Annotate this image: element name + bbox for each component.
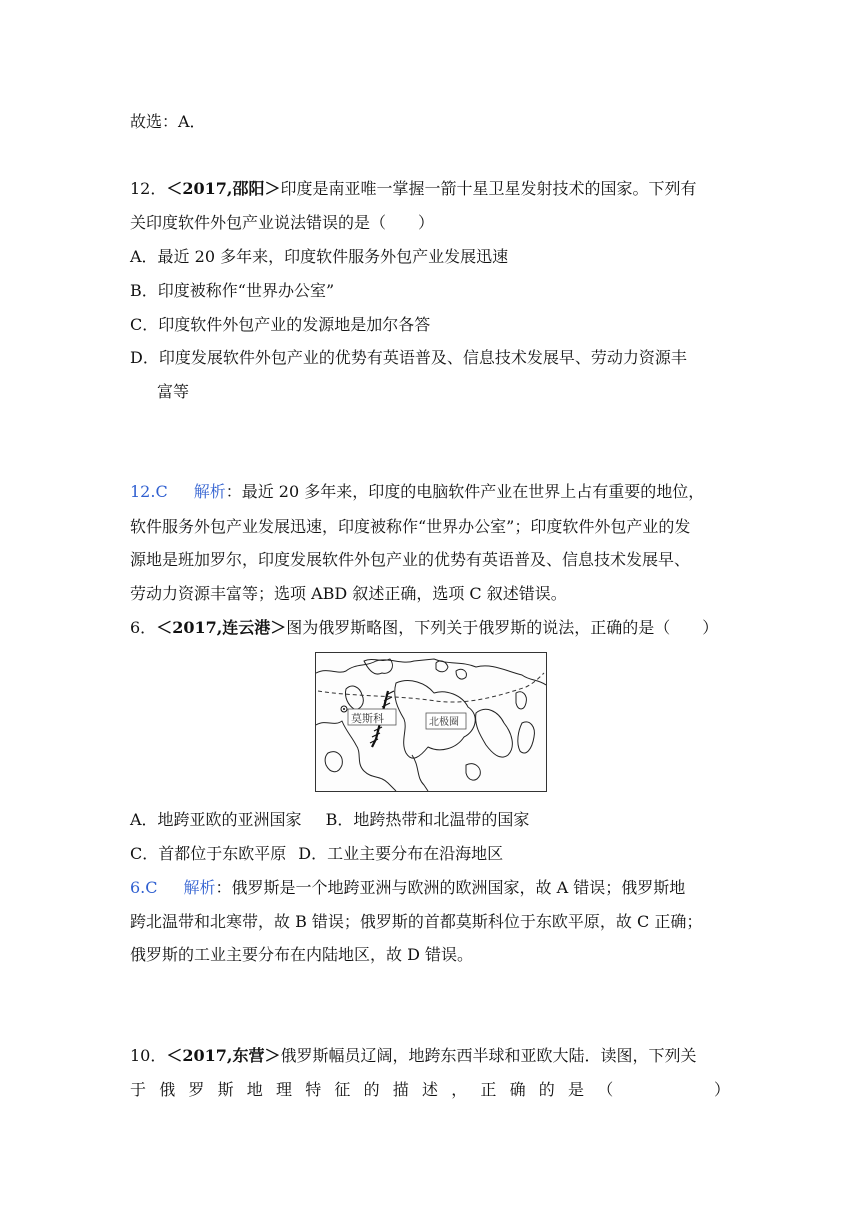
question-12-option-c: C．印度软件外包产业的发源地是加尔各答	[130, 315, 431, 334]
answer-6-line1	[130, 878, 685, 898]
question-number: 6．	[130, 618, 157, 637]
answer-key: 6.C	[130, 878, 158, 897]
analysis-text: ：俄罗斯是一个地跨亚洲与欧洲的欧洲国家，故 A 错误；俄罗斯地	[215, 878, 686, 897]
option-c: C．首都位于东欧平原	[130, 844, 287, 863]
question-source-tag: ＜2017,东营＞	[166, 1046, 281, 1065]
question-number: 12．	[130, 179, 167, 198]
arctic-circle-label: 北极圈	[429, 717, 459, 728]
question-source-tag: ＜2017,连云港＞	[156, 618, 287, 637]
question-10-stem-line2: 于俄罗斯地理特征的描述，正确的是（ ）	[130, 1080, 730, 1099]
question-6-options-ab	[130, 810, 529, 830]
answer-12-line1	[130, 482, 704, 502]
question-12-option-d-line2: 富等	[157, 382, 190, 401]
option-b: B．地跨热带和北温带的国家	[325, 810, 530, 829]
prev-answer-line: 故选：A．	[130, 112, 206, 131]
answer-12-line3: 源地是班加罗尔，印度发展软件外包产业的优势有英语普及、信息技术发展早、	[130, 550, 691, 569]
question-12-option-b: B．印度被称作“世界办公室”	[130, 281, 335, 300]
question-12-stem-line1	[130, 179, 697, 199]
answer-12-line2: 软件服务外包产业发展迅速，印度被称作“世界办公室”；印度软件外包产业的发	[130, 517, 691, 536]
question-12-option-d-line1: D．印度发展软件外包产业的优势有英语普及、信息技术发展早、劳动力资源丰	[130, 348, 687, 367]
answer-key: 12.C	[130, 482, 168, 501]
question-text: 俄罗斯幅员辽阔，地跨东西半球和亚欧大陆．读图，下列关	[280, 1046, 697, 1065]
question-text: 图为俄罗斯略图，下列关于俄罗斯的说法，正确的是（ ）	[286, 618, 719, 637]
analysis-label: 解析	[183, 878, 216, 897]
question-6-stem	[130, 618, 718, 638]
question-source-tag: ＜2017,邵阳＞	[166, 179, 281, 198]
russia-sketch-map	[315, 652, 547, 792]
question-text: 印度是南亚唯一掌握一箭十星卫星发射技术的国家。下列有	[280, 179, 697, 198]
moscow-label: 莫斯科	[351, 712, 384, 725]
option-a: A．地跨亚欧的亚洲国家	[130, 810, 302, 829]
answer-6-line2: 跨北温带和北寒带，故 B 错误；俄罗斯的首都莫斯科位于东欧平原，故 C 正确；	[130, 912, 703, 931]
question-10-stem-line1	[130, 1046, 697, 1066]
analysis-text: ：最近 20 多年来，印度的电脑软件产业在世界上占有重要的地位，	[225, 482, 705, 501]
question-number: 10．	[130, 1046, 167, 1065]
answer-6-line3: 俄罗斯的工业主要分布在内陆地区，故 D 错误。	[130, 945, 474, 964]
question-12-option-a: A．最近 20 多年来，印度软件服务外包产业发展迅速	[130, 247, 509, 266]
option-d: D．工业主要分布在沿海地区	[298, 844, 504, 863]
analysis-label: 解析	[193, 482, 226, 501]
answer-12-line4: 劳动力资源丰富等；选项 ABD 叙述正确，选项 C 叙述错误。	[130, 584, 567, 603]
question-6-options-cd	[130, 844, 503, 864]
question-12-stem-line2: 关印度软件外包产业说法错误的是（ ）	[130, 213, 435, 232]
